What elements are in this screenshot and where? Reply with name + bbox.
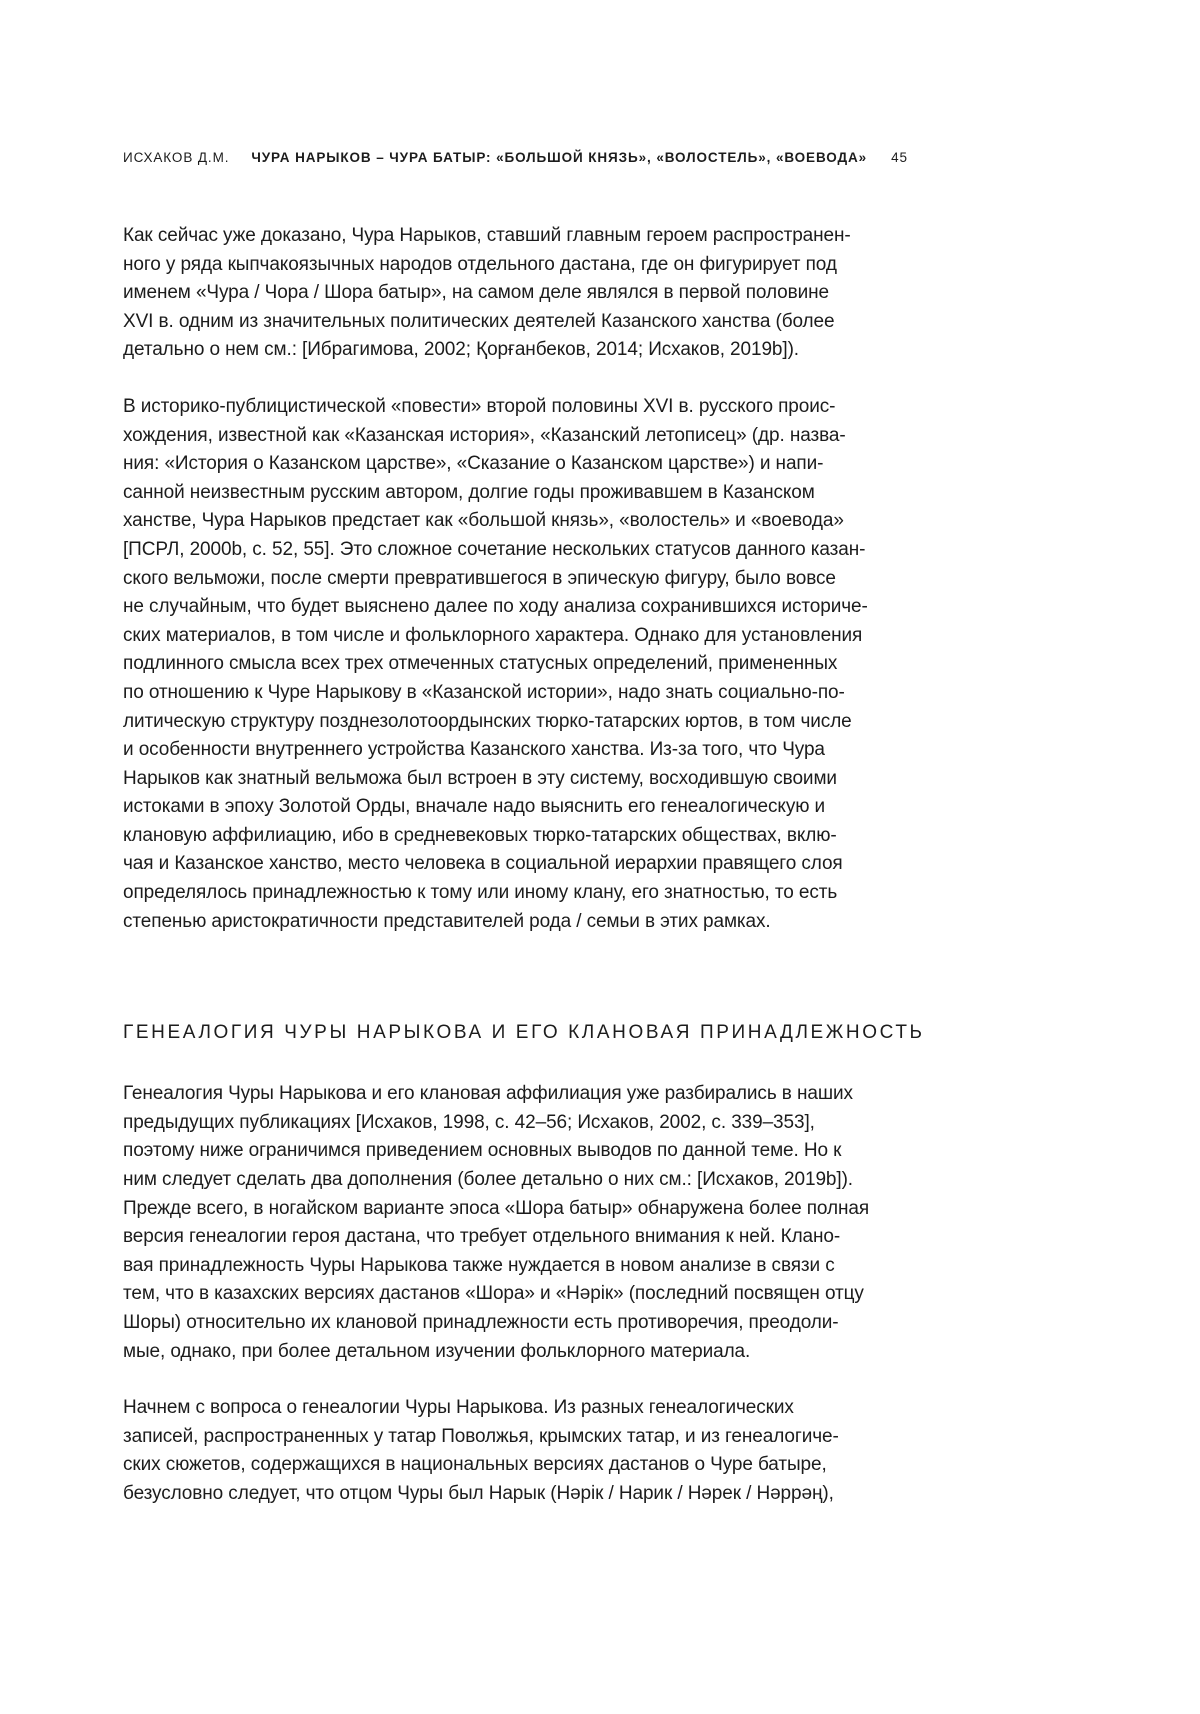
paragraph [123, 1394, 933, 1508]
text-line: ского вельможи, после смерти превратившегося в эпическую фигуру, было вовсе [123, 567, 836, 589]
text-line: степенью аристократичности представителей рода / семьи в этих рамках. [123, 910, 771, 932]
paragraph [123, 393, 933, 936]
text-line: ного у ряда кыпчакоязычных народов отдельного дастана, где он фигурирует под [123, 253, 837, 275]
text-column [123, 222, 933, 1537]
text-line: поэтому ниже ограничимся приведением основных выводов по данной теме. Но к [123, 1140, 842, 1162]
text-line: литическую структуру позднезолотоордынских тюрко-татарских юртов, в том числе [123, 710, 852, 732]
running-header [123, 150, 933, 165]
text-line: [ПСРЛ, 2000b, с. 52, 55]. Это сложное сочетание нескольких статусов данного казан- [123, 538, 866, 560]
text-line: В историко-публицистической «повести» второй половины XVI в. русского проис- [123, 395, 836, 417]
text-line: хождения, известной как «Казанская история», «Казанский летописец» (др. назва- [123, 424, 846, 446]
text-line: Генеалогия Чуры Нарыкова и его клановая аффилиация уже разбирались в наших [123, 1083, 853, 1105]
text-line: ских сюжетов, содержащихся в национальных версиях дастанов о Чуре батыре, [123, 1454, 827, 1476]
text-line: именем «Чура / Чора / Шора батыр», на самом деле являлся в первой половине [123, 282, 829, 304]
text-line: определялось принадлежностью к тому или иному клану, его знатностью, то есть [123, 882, 838, 904]
text-line: безусловно следует, что отцом Чуры был Нарык (Нәрік / Нарик / Нәрек / Нәррәң), [123, 1482, 834, 1504]
text-line: детально о нем см.: [Ибрагимова, 2002; Қорғанбеков, 2014; Исхаков, 2019b]). [123, 339, 799, 361]
page-number: 45 [891, 150, 908, 165]
text-line: ских материалов, в том числе и фольклорного характера. Однако для установления [123, 624, 863, 646]
text-line: по отношению к Чуре Нарыкову в «Казанской истории», надо знать социально-по- [123, 681, 845, 703]
header-article-title: ЧУРА НАРЫКОВ – ЧУРА БАТЫР: «БОЛЬШОЙ КНЯЗЬ», «ВОЛОСТЕЛЬ», «ВОЕВОДА» [251, 150, 868, 165]
text-line: версия генеалогии героя дастана, что требует отдельного внимания к ней. Клано- [123, 1226, 841, 1248]
section-heading: ГЕНЕАЛОГИЯ ЧУРЫ НАРЫКОВА И ЕГО КЛАНОВАЯ ПРИНАДЛЕЖНОСТЬ [123, 1022, 925, 1044]
paragraph-group-bottom [123, 1080, 933, 1508]
text-line: предыдущих публикациях [Исхаков, 1998, с. 42–56; Исхаков, 2002, с. 339–353], [123, 1111, 815, 1133]
text-line: тем, что в казахских версиях дастанов «Шора» и «Нәрік» (последний посвящен отцу [123, 1283, 864, 1305]
text-line: Начнем с вопроса о генеалогии Чуры Нарыкова. Из разных генеалогических [123, 1397, 794, 1419]
text-line: не случайным, что будет выяснено далее по ходу анализа сохранившихся историче- [123, 596, 868, 618]
text-line: записей, распространенных у татар Поволжья, крымских татар, и из генеалогиче- [123, 1425, 839, 1447]
text-line: клановую аффилиацию, ибо в средневековых тюрко-татарских обществах, вклю- [123, 824, 837, 846]
text-line: санной неизвестным русским автором, долгие годы проживавшем в Казанском [123, 481, 815, 503]
text-line: и особенности внутреннего устройства Казанского ханства. Из-за того, что Чура [123, 739, 825, 761]
text-line: Нарыков как знатный вельможа был встроен в эту систему, восходившую своими [123, 767, 837, 789]
text-line: Прежде всего, в ногайском варианте эпоса «Шора батыр» обнаружена более полная [123, 1197, 870, 1219]
text-line: ним следует сделать два дополнения (более детально о них см.: [Исхаков, 2019b]). [123, 1169, 853, 1191]
text-line: истоками в эпоху Золотой Орды, вначале надо выяснить его генеалогическую и [123, 796, 826, 818]
text-line: Как сейчас уже доказано, Чура Нарыков, ставший главным героем распространен- [123, 225, 851, 246]
text-line: Шоры) относительно их клановой принадлежности есть противоречия, преодоли- [123, 1312, 839, 1333]
paragraph [123, 1080, 933, 1366]
text-line: чая и Казанское ханство, место человека в социальной иерархии правящего слоя [123, 853, 843, 875]
text-line: подлинного смысла всех трех отмеченных статусных определений, примененных [123, 653, 838, 675]
paragraph [123, 222, 933, 365]
text-line: мые, однако, при более детальном изучении фольклорного материала. [123, 1340, 751, 1362]
header-author: ИСХАКОВ Д.М. [123, 150, 230, 165]
paragraph-group-top [123, 222, 933, 936]
text-line: вая принадлежность Чуры Нарыкова также нуждается в новом анализе в связи с [123, 1254, 835, 1276]
text-line: ния: «История о Казанском царстве», «Сказание о Казанском царстве») и напи- [123, 453, 824, 475]
text-line: XVI в. одним из значительных политических деятелей Казанского ханства (более [123, 310, 835, 332]
text-line: ханстве, Чура Нарыков предстает как «большой князь», «волостель» и «воевода» [123, 510, 844, 532]
